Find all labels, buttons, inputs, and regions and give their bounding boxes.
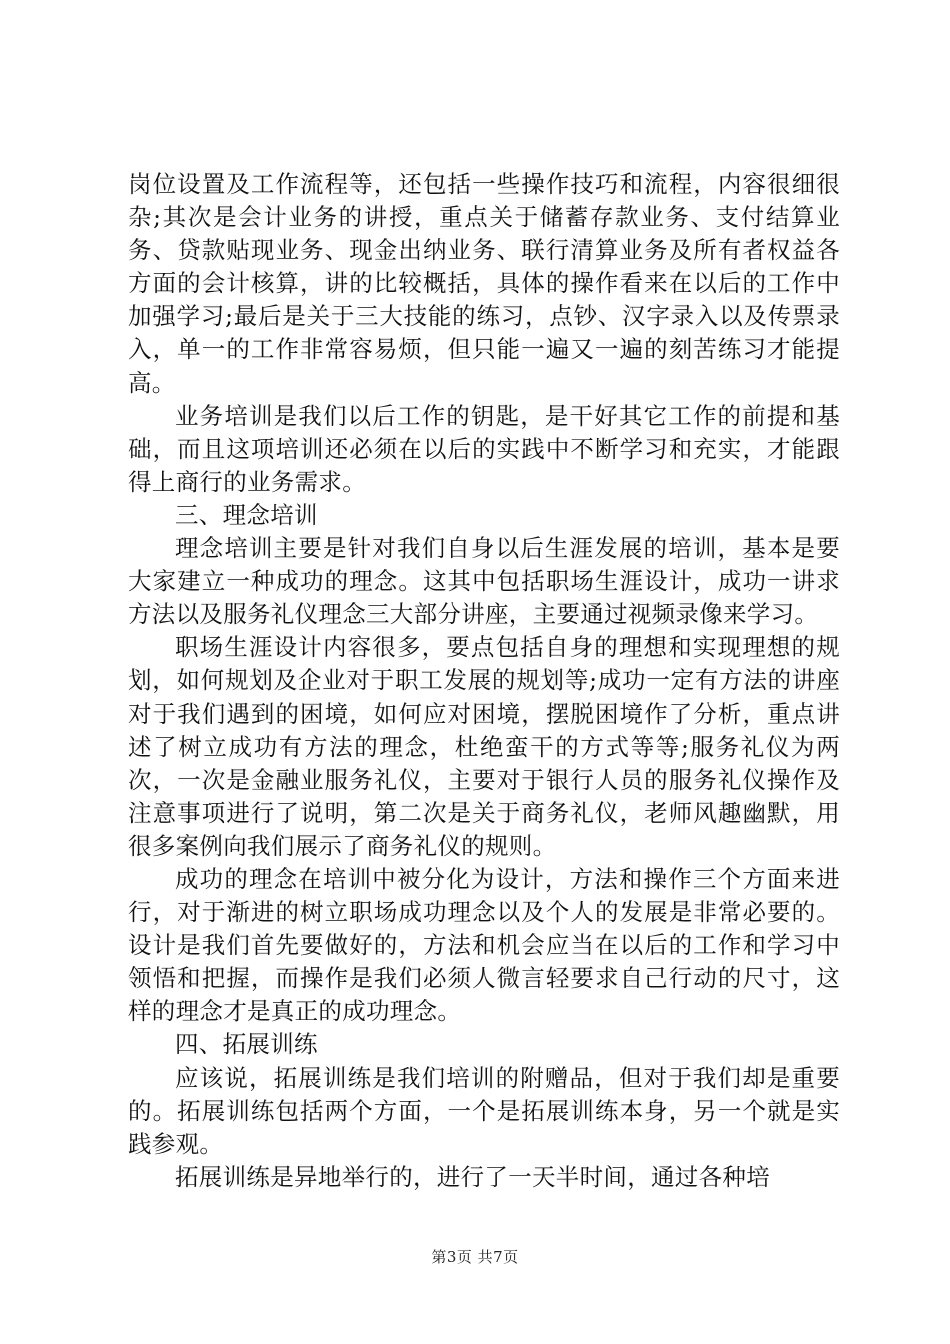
paragraph-career-planning: 职场生涯设计内容很多，要点包括自身的理想和实现理想的规划，如何规划及企业对于职工发展的规划等;成功一定有方法的讲座对于我们遇到的困境，如何应对困境，摆脱困境作了分析，重点讲述了树立成功有方法的理念，杜绝蛮干的方式等等;服务礼仪为两次，一次是金融业服务礼仪，主要对于银行人员的服务礼仪操作及注意事项进行了说明，第二次是关于商务礼仪，老师风趣幽默，用很多案例向我们展示了商务礼仪的规则。 bbox=[128, 633, 840, 860]
paragraph-business-training-summary: 业务培训是我们以后工作的钥匙，是干好其它工作的前提和基础，而且这项培训还必须在以后的实践中不断学习和充实，才能跟得上商行的业务需求。 bbox=[128, 401, 840, 496]
paragraph-success-concept: 成功的理念在培训中被分化为设计，方法和操作三个方面来进行，对于渐进的树立职场成功理念以及个人的发展是非常必要的。设计是我们首先要做好的，方法和机会应当在以后的工作和学习中领悟和把握，而操作是我们必须人微言轻要求自己行动的尺寸，这样的理念才是真正的成功理念。 bbox=[128, 864, 840, 1026]
document-body bbox=[128, 168, 840, 1194]
section-heading-concept-training: 三、理念培训 bbox=[175, 500, 318, 529]
paragraph-continuation: 岗位设置及工作流程等，还包括一些操作技巧和流程，内容很细很杂;其次是会计业务的讲授，重点关于储蓄存款业务、支付结算业务、贷款贴现业务、现金出纳业务、联行清算业务及所有者权益各方面的会计核算，讲的比较概括，具体的操作看来在以后的工作中加强学习;最后是关于三大技能的练习，点钞、汉字录入以及传票录入，单一的工作非常容易烦，但只能一遍又一遍的刻苦练习才能提高。 bbox=[128, 170, 840, 397]
paragraph-outward-bound-intro: 应该说，拓展训练是我们培训的附赠品，但对于我们却是重要的。拓展训练包括两个方面，一个是拓展训练本身，另一个就是实践参观。 bbox=[128, 1063, 840, 1158]
paragraph-concept-training-intro: 理念培训主要是针对我们自身以后生涯发展的培训，基本是要大家建立一种成功的理念。这其中包括职场生涯设计，成功一讲求方法以及服务礼仪理念三大部分讲座，主要通过视频录像来学习。 bbox=[128, 534, 840, 629]
page-number-footer: 第3页 共7页 bbox=[431, 1248, 519, 1266]
section-heading-outward-bound: 四、拓展训练 bbox=[175, 1030, 318, 1059]
paragraph-outward-bound-detail: 拓展训练是异地举行的，进行了一天半时间，通过各种培 bbox=[175, 1162, 770, 1191]
